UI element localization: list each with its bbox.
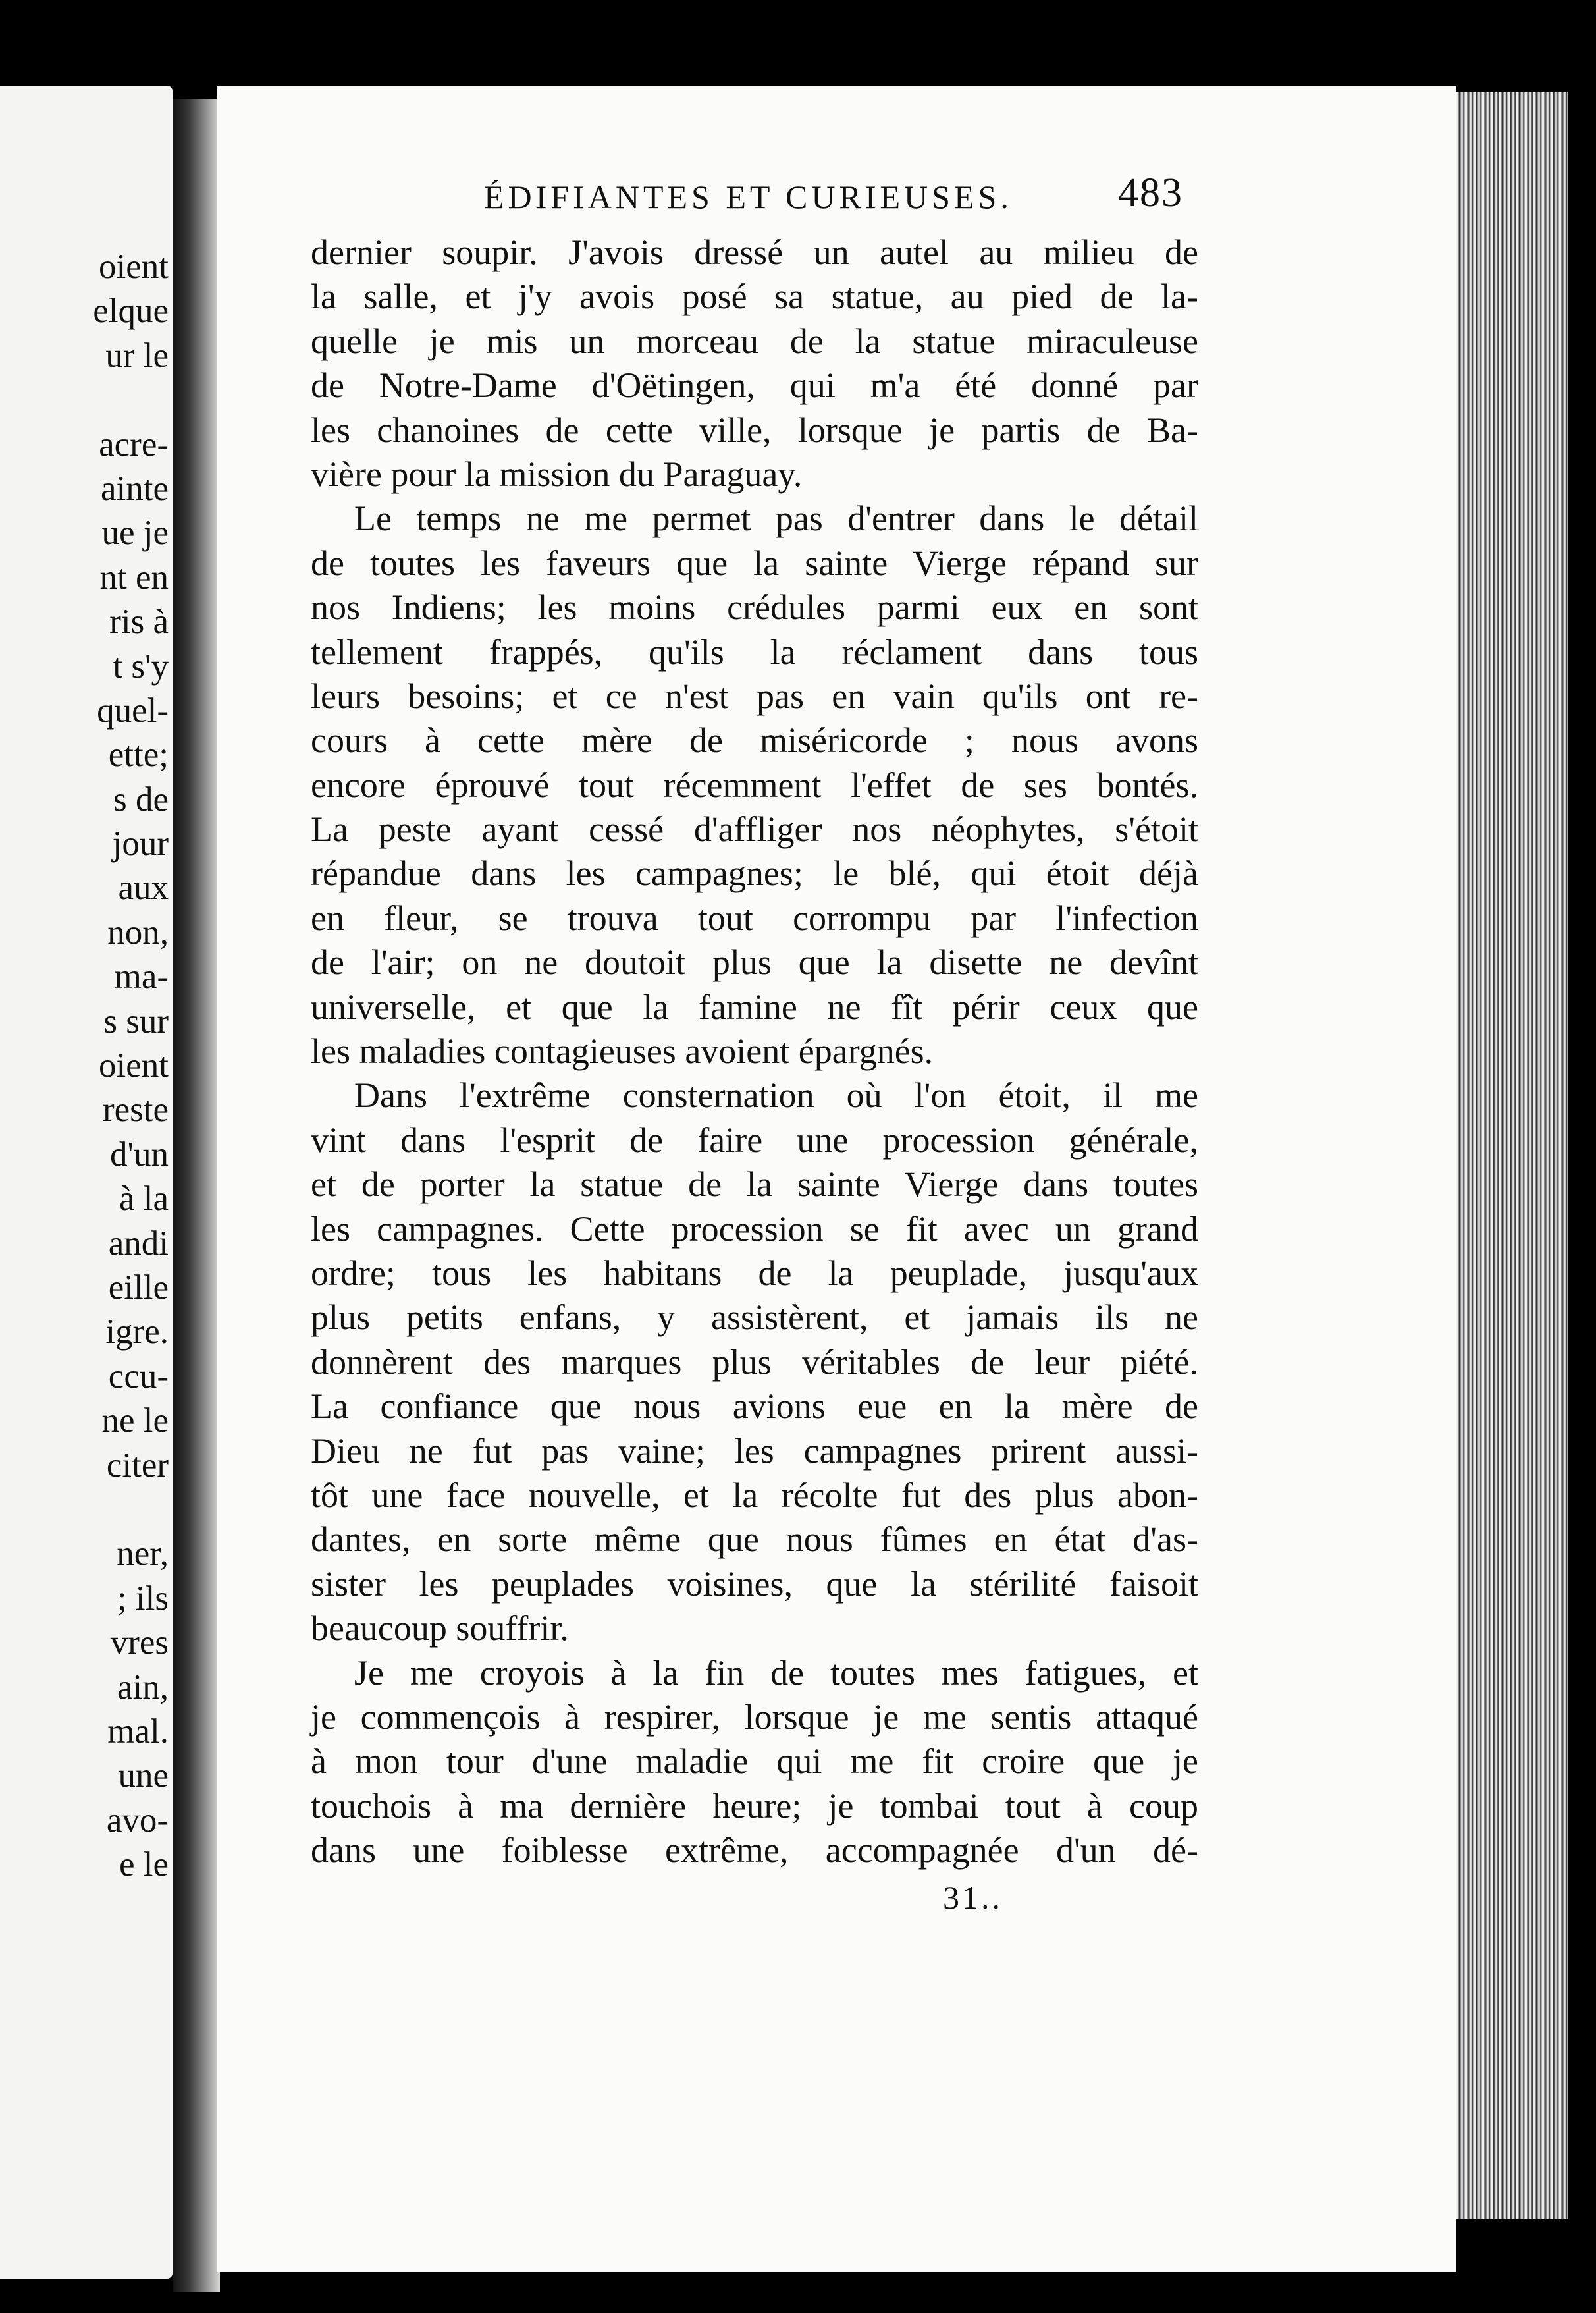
text-line: encore éprouvé tout récemment l'effet de ses bontés. — [311, 765, 1198, 805]
left-fragment-line: nt en — [99, 558, 169, 597]
left-facing-page — [0, 86, 173, 2279]
left-fragment-line: andi — [108, 1224, 169, 1263]
text-line: je commençois à respirer, lorsque je me sentis attaqué — [311, 1697, 1198, 1737]
left-fragment-line: d'un — [109, 1135, 169, 1174]
left-fragment-line: mal. — [107, 1712, 169, 1751]
left-fragment-line: ; ils — [117, 1579, 169, 1618]
text-line: beaucoup souffrir. — [311, 1608, 569, 1648]
left-fragment-line: ccu- — [108, 1357, 169, 1396]
left-fragment-line: non, — [107, 913, 169, 952]
left-fragment-line: e le — [119, 1845, 169, 1884]
text-line: cours à cette mère de miséricorde ; nous avons — [311, 721, 1198, 761]
signature-mark: 31.. — [943, 1879, 1003, 1916]
text-line: dantes, en sorte même que nous fûmes en état d'as- — [311, 1519, 1198, 1560]
left-fragment-line: ma- — [114, 958, 169, 996]
left-fragment-line: citer — [106, 1446, 169, 1484]
text-line: Dans l'extrême consternation où l'on étoit, il me — [354, 1075, 1198, 1116]
left-page-text-fragments — [4, 245, 169, 1887]
text-line: Dieu ne fut pas vaine; les campagnes prirent aussi- — [311, 1430, 1198, 1471]
left-fragment-line: ner, — [117, 1535, 169, 1573]
left-fragment-line: acre- — [99, 425, 169, 464]
text-line: vière pour la mission du Paraguay. — [311, 454, 803, 494]
left-fragment-line — [4, 378, 169, 422]
left-fragment-line: elque — [93, 292, 169, 331]
text-line: de l'air; on ne doutoit plus que la disette ne devînt — [311, 942, 1198, 983]
text-line: dernier soupir. J'avois dressé un autel au milieu de — [311, 232, 1198, 272]
left-fragment-line: ette; — [108, 736, 169, 775]
left-fragment-line: à la — [119, 1180, 169, 1218]
left-fragment-line: s sur — [103, 1002, 169, 1041]
text-line: La peste ayant cessé d'affliger nos néophytes, s'étoit — [311, 809, 1198, 850]
text-line: répandue dans les campagnes; le blé, qui étoit déjà — [311, 854, 1198, 894]
text-line: les maladies contagieuses avoient épargnés. — [311, 1031, 934, 1072]
text-line: quelle je mis un morceau de la statue miraculeuse — [311, 321, 1198, 361]
left-fragment-line: oient — [99, 248, 169, 286]
left-fragment-line: une — [118, 1756, 169, 1795]
text-line: ordre; tous les habitans de la peuplade, jusqu'aux — [311, 1253, 1198, 1293]
text-line: dans une foiblesse extrême, accompagnée d'un dé- — [311, 1830, 1198, 1870]
text-line: sister les peuplades voisines, que la stérilité faisoit — [311, 1564, 1198, 1604]
left-fragment-line: ain, — [117, 1668, 169, 1706]
left-fragment-line: reste — [102, 1091, 169, 1129]
text-line: leurs besoins; et ce n'est pas en vain qu'ils ont re- — [311, 676, 1198, 716]
running-head: ÉDIFIANTES ET CURIEUSES. — [484, 178, 1013, 215]
text-line: de Notre-Dame d'Oëtingen, qui m'a été donné par — [311, 366, 1198, 406]
left-fragment-line: jour — [112, 825, 169, 863]
text-line: Je me croyois à la fin de toutes mes fatigues, et — [354, 1652, 1198, 1693]
text-line: tôt une face nouvelle, et la récolte fut des plus abon- — [311, 1475, 1198, 1515]
page-edges — [1456, 92, 1568, 2219]
text-line: vint dans l'esprit de faire une procession générale, — [311, 1120, 1198, 1160]
left-fragment-line: quel- — [97, 691, 169, 730]
left-fragment-line: ue je — [101, 514, 169, 553]
text-line: nos Indiens; les moins crédules parmi eux en sont — [311, 587, 1198, 628]
left-fragment-line: ainte — [101, 469, 169, 508]
text-line: La confiance que nous avions eue en la mère de — [311, 1386, 1198, 1427]
left-fragment-line: ne le — [101, 1401, 169, 1440]
text-line: universelle, et que la famine ne fît périr ceux que — [311, 987, 1198, 1027]
text-line: donnèrent des marques plus véritables de leur piété. — [311, 1342, 1198, 1382]
left-fragment-line: aux — [118, 869, 169, 908]
text-line: les chanoines de cette ville, lorsque je partis de Ba- — [311, 410, 1198, 450]
book-gutter-shadow — [173, 99, 220, 2292]
left-fragment-line: igre. — [105, 1313, 169, 1351]
text-line: la salle, et j'y avois posé sa statue, au pied de la- — [311, 277, 1198, 317]
text-line: à mon tour d'une maladie qui me fit croire que je — [311, 1741, 1198, 1782]
left-fragment-line: eille — [108, 1268, 169, 1307]
text-line: les campagnes. Cette procession se fit avec un grand — [311, 1209, 1198, 1249]
page-number: 483 — [1118, 171, 1183, 215]
left-fragment-line: vres — [110, 1623, 169, 1662]
left-fragment-line: ris à — [109, 603, 169, 641]
text-line: Le temps ne me permet pas d'entrer dans le détail — [354, 499, 1198, 539]
left-fragment-line: avo- — [106, 1801, 169, 1839]
left-fragment-line: t s'y — [113, 647, 169, 686]
text-line: de toutes les faveurs que la sainte Vierge répand sur — [311, 543, 1198, 583]
left-fragment-line: oient — [99, 1047, 169, 1085]
left-fragment-line: s de — [113, 780, 169, 819]
text-line: en fleur, se trouva tout corrompu par l'infection — [311, 898, 1198, 938]
body-text — [311, 231, 1198, 1872]
left-fragment-line: ur le — [105, 336, 169, 375]
left-fragment-line — [4, 1488, 169, 1532]
text-line: et de porter la statue de la sainte Vierge dans toutes — [311, 1164, 1198, 1205]
text-line: touchois à ma dernière heure; je tombai tout à coup — [311, 1785, 1198, 1826]
text-line: plus petits enfans, y assistèrent, et jamais ils ne — [311, 1297, 1198, 1338]
text-line: tellement frappés, qu'ils la réclament dans tous — [311, 632, 1198, 672]
